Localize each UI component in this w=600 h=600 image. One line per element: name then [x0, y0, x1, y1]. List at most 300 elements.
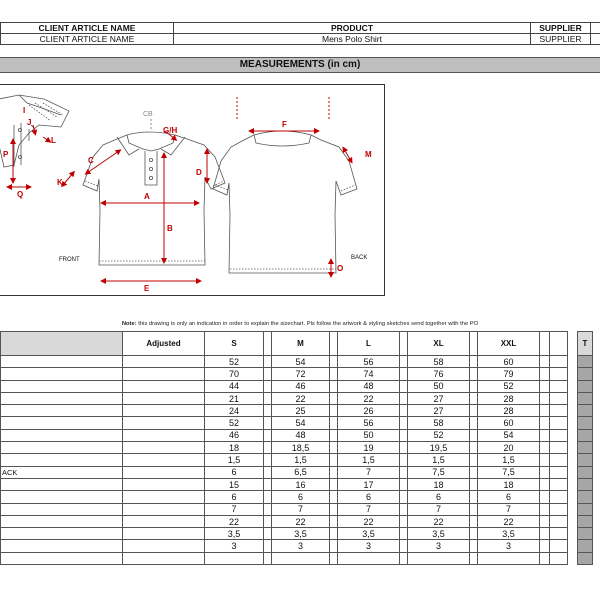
size-value-l: 22	[338, 392, 400, 404]
spacer-cell	[400, 515, 408, 527]
spacer-cell	[330, 528, 338, 540]
size-chart-row	[1, 380, 593, 392]
measurement-name-cell	[1, 368, 123, 380]
back-shirt-drawing	[213, 131, 357, 273]
spacer-cell	[470, 540, 478, 552]
spacer-cell	[568, 442, 578, 454]
spacer-cell	[470, 417, 478, 429]
spacer-cell	[330, 356, 338, 368]
label-e: E	[144, 284, 150, 293]
size-value-xl: 6	[408, 491, 470, 503]
spacer-cell	[264, 417, 272, 429]
blank-cell	[550, 491, 568, 503]
tolerance-cell	[578, 356, 593, 368]
adjusted-cell	[123, 417, 205, 429]
spacer-cell	[470, 405, 478, 417]
blank-cell	[550, 466, 568, 478]
spacer-cell	[264, 429, 272, 441]
spacer-cell	[400, 368, 408, 380]
size-value-xl: 3	[408, 540, 470, 552]
spacer-cell	[568, 503, 578, 515]
size-value-xl	[408, 552, 470, 564]
spacer-cell	[400, 405, 408, 417]
measurement-name-cell	[1, 515, 123, 527]
spacer-cell	[568, 454, 578, 466]
blank-cell	[550, 478, 568, 490]
spacer-cell	[400, 491, 408, 503]
measurement-name-cell	[1, 478, 123, 490]
spacer-cell	[330, 405, 338, 417]
blank-cell	[550, 356, 568, 368]
size-value-xxl: 79	[478, 368, 540, 380]
spacer-cell	[330, 368, 338, 380]
spacer-cell	[568, 417, 578, 429]
tolerance-cell	[578, 392, 593, 404]
size-value-s: 15	[205, 478, 264, 490]
front-label: FRONT	[59, 257, 80, 263]
spacer-cell	[400, 442, 408, 454]
spacer-cell	[568, 491, 578, 503]
label-gh: G/H	[163, 126, 178, 135]
article-info-table	[0, 22, 600, 45]
size-chart-row	[1, 356, 593, 368]
spacer-cell	[470, 392, 478, 404]
spacer-cell	[540, 478, 550, 490]
size-chart-row	[1, 405, 593, 417]
article-info-header-row	[1, 23, 600, 34]
size-value-m: 16	[272, 478, 330, 490]
size-value-xl: 18	[408, 478, 470, 490]
drawing-note	[0, 321, 600, 327]
size-chart-row	[1, 417, 593, 429]
label-p: P	[3, 150, 9, 159]
size-value-l: 22	[338, 515, 400, 527]
blank-cell	[550, 442, 568, 454]
size-value-xl: 22	[408, 515, 470, 527]
label-m: M	[365, 150, 372, 159]
size-value-l: 1,5	[338, 454, 400, 466]
spacer-cell	[400, 429, 408, 441]
size-value-xxl: 22	[478, 515, 540, 527]
measurement-name-cell	[1, 540, 123, 552]
adjusted-cell	[123, 478, 205, 490]
size-value-m: 7	[272, 503, 330, 515]
spacer-cell	[470, 454, 478, 466]
measurement-name-header	[1, 332, 123, 356]
measurement-name-cell	[1, 491, 123, 503]
blank-cell	[550, 552, 568, 564]
spacer-cell	[264, 466, 272, 478]
size-chart-row	[1, 368, 593, 380]
size-value-xxl: 60	[478, 356, 540, 368]
blank-cell	[550, 380, 568, 392]
spacer-cell	[400, 552, 408, 564]
size-value-s: 6	[205, 491, 264, 503]
size-header-xl: XL	[408, 332, 470, 356]
tolerance-cell	[578, 478, 593, 490]
spacer-cell	[400, 478, 408, 490]
size-value-m: 18,5	[272, 442, 330, 454]
blank-cell	[550, 417, 568, 429]
size-header-xxl: XXL	[478, 332, 540, 356]
spacer-cell	[400, 540, 408, 552]
size-value-l: 7	[338, 466, 400, 478]
label-o: O	[337, 264, 344, 273]
spacer-cell	[470, 491, 478, 503]
spacer-cell	[568, 380, 578, 392]
label-k: K	[57, 178, 63, 187]
size-value-s: 44	[205, 380, 264, 392]
blank-cell	[550, 503, 568, 515]
size-chart-header-row	[1, 332, 593, 356]
size-value-l: 17	[338, 478, 400, 490]
size-value-xl: 1,5	[408, 454, 470, 466]
size-value-m: 72	[272, 368, 330, 380]
spacer-cell	[330, 454, 338, 466]
size-value-l: 7	[338, 503, 400, 515]
tolerance-cell	[578, 491, 593, 503]
spacer-cell	[470, 442, 478, 454]
supplier-value: SUPPLIER	[531, 34, 591, 45]
spacer-cell	[470, 332, 478, 356]
spacer-cell	[470, 478, 478, 490]
measurement-name-cell	[1, 417, 123, 429]
spacer-cell	[540, 515, 550, 527]
size-value-xl: 52	[408, 429, 470, 441]
label-q: Q	[17, 190, 24, 199]
spacer-cell	[264, 478, 272, 490]
spacer-cell	[540, 454, 550, 466]
spacer-cell	[568, 429, 578, 441]
adjusted-cell	[123, 528, 205, 540]
adjusted-cell	[123, 405, 205, 417]
spacer-cell	[264, 356, 272, 368]
size-value-xxl: 3,5	[478, 528, 540, 540]
measurement-name-cell	[1, 552, 123, 564]
spacer-cell	[540, 356, 550, 368]
size-chart-row	[1, 540, 593, 552]
spacer-cell	[540, 392, 550, 404]
front-shirt-drawing	[83, 132, 225, 265]
article-info-extra-cell	[591, 34, 600, 45]
product-header: PRODUCT	[174, 23, 531, 34]
spacer-cell	[330, 478, 338, 490]
spacer-cell	[540, 417, 550, 429]
tolerance-header: T	[578, 332, 593, 356]
spacer-cell	[540, 429, 550, 441]
spacer-cell	[470, 429, 478, 441]
client-article-name-header: CLIENT ARTICLE NAME	[1, 23, 174, 34]
label-cb: CB	[143, 111, 153, 118]
spacer-cell	[568, 466, 578, 478]
size-value-xxl: 54	[478, 429, 540, 441]
spacer-cell	[264, 368, 272, 380]
spacer-cell	[568, 392, 578, 404]
size-value-s: 1,5	[205, 454, 264, 466]
tolerance-cell	[578, 368, 593, 380]
size-chart-row	[1, 442, 593, 454]
size-value-m: 48	[272, 429, 330, 441]
spacer-cell	[330, 503, 338, 515]
label-d: D	[196, 168, 202, 177]
product-value: Mens Polo Shirt	[174, 34, 531, 45]
adjusted-cell	[123, 515, 205, 527]
spacer-cell	[400, 380, 408, 392]
size-chart-row	[1, 491, 593, 503]
measurement-name-cell	[1, 429, 123, 441]
note-text: this drawing is only an indication in order to explain the sizechart. Pls follow the artwork & styling sketches send together with the PO	[136, 321, 479, 327]
size-chart-row	[1, 478, 593, 490]
note-prefix: Note:	[121, 321, 137, 327]
spacer-cell	[330, 442, 338, 454]
spacer-cell	[264, 454, 272, 466]
tolerance-cell	[578, 552, 593, 564]
arrow-k	[63, 173, 73, 185]
size-value-xl: 3,5	[408, 528, 470, 540]
blank-cell	[550, 540, 568, 552]
size-value-s: 7	[205, 503, 264, 515]
spacer-cell	[330, 491, 338, 503]
spacer-cell	[540, 368, 550, 380]
size-value-xxl: 6	[478, 491, 540, 503]
measurement-name-cell	[1, 454, 123, 466]
adjusted-cell	[123, 442, 205, 454]
label-i: I	[23, 106, 26, 115]
label-l: L	[51, 136, 56, 145]
size-value-m	[272, 552, 330, 564]
size-value-xxl	[478, 552, 540, 564]
size-value-xl: 27	[408, 392, 470, 404]
spacer-cell	[400, 466, 408, 478]
size-value-s: 3,5	[205, 528, 264, 540]
label-j: J	[27, 118, 32, 127]
size-value-s: 3	[205, 540, 264, 552]
size-value-xxl: 3	[478, 540, 540, 552]
spacer-cell	[568, 552, 578, 564]
spacer-cell	[264, 392, 272, 404]
polo-shirt-technical-drawing	[0, 85, 384, 295]
garment-drawing-panel	[0, 84, 385, 296]
spacer-cell	[330, 466, 338, 478]
size-chart-row	[1, 528, 593, 540]
spacer-cell	[470, 356, 478, 368]
size-value-s: 24	[205, 405, 264, 417]
size-value-l: 3	[338, 540, 400, 552]
spacer-cell	[540, 552, 550, 564]
spacer-cell	[400, 503, 408, 515]
spacer-cell	[540, 442, 550, 454]
tolerance-cell	[578, 466, 593, 478]
size-value-l: 74	[338, 368, 400, 380]
measurement-name-cell	[1, 442, 123, 454]
spacer-cell	[330, 417, 338, 429]
size-chart-body	[1, 332, 593, 565]
blank-cell	[550, 368, 568, 380]
spacer-cell	[400, 417, 408, 429]
blank-cell	[550, 392, 568, 404]
adjusted-cell	[123, 540, 205, 552]
tolerance-cell	[578, 528, 593, 540]
measurement-name-cell	[1, 392, 123, 404]
size-value-xl: 19,5	[408, 442, 470, 454]
spacer-cell	[264, 380, 272, 392]
size-value-s: 21	[205, 392, 264, 404]
spacer-cell	[330, 515, 338, 527]
size-chart-row	[1, 392, 593, 404]
adjusted-header: Adjusted	[123, 332, 205, 356]
size-value-m: 54	[272, 356, 330, 368]
spacer-cell	[470, 515, 478, 527]
adjusted-cell	[123, 429, 205, 441]
spacer-cell	[264, 515, 272, 527]
size-value-m: 1,5	[272, 454, 330, 466]
size-chart-row	[1, 429, 593, 441]
spacer-cell	[330, 429, 338, 441]
article-info-value-row	[1, 34, 600, 45]
size-value-xxl: 18	[478, 478, 540, 490]
size-chart-row	[1, 454, 593, 466]
size-value-xl: 58	[408, 417, 470, 429]
spacer-cell	[264, 528, 272, 540]
spacer-cell	[330, 392, 338, 404]
size-value-l	[338, 552, 400, 564]
adjusted-cell	[123, 356, 205, 368]
spacer-cell	[568, 478, 578, 490]
tolerance-cell	[578, 417, 593, 429]
spacer-cell	[470, 368, 478, 380]
size-value-l: 50	[338, 429, 400, 441]
adjusted-cell	[123, 368, 205, 380]
spacer-cell	[540, 540, 550, 552]
size-value-l: 6	[338, 491, 400, 503]
size-value-m: 3	[272, 540, 330, 552]
size-chart-row	[1, 503, 593, 515]
spacer-cell	[264, 405, 272, 417]
size-value-m: 46	[272, 380, 330, 392]
size-value-xxl: 7,5	[478, 466, 540, 478]
measurements-title: MEASUREMENTS (in cm)	[239, 59, 361, 70]
size-chart-row	[1, 466, 593, 478]
spacer-cell	[540, 528, 550, 540]
adjusted-cell	[123, 491, 205, 503]
spacer-cell	[400, 356, 408, 368]
size-value-xl: 7,5	[408, 466, 470, 478]
size-value-s: 46	[205, 429, 264, 441]
size-value-l: 56	[338, 417, 400, 429]
spacer-cell	[540, 491, 550, 503]
size-value-xl: 76	[408, 368, 470, 380]
size-value-m: 6,5	[272, 466, 330, 478]
size-chart-row	[1, 552, 593, 564]
label-a: A	[144, 192, 150, 201]
measurement-name-cell	[1, 405, 123, 417]
spacer-cell	[330, 332, 338, 356]
client-article-name-value: CLIENT ARTICLE NAME	[1, 34, 174, 45]
blank-header	[550, 332, 568, 356]
spacer-cell	[400, 454, 408, 466]
size-header-m: M	[272, 332, 330, 356]
spacer-cell	[470, 552, 478, 564]
spacer-cell	[330, 380, 338, 392]
spacer-cell	[264, 540, 272, 552]
size-value-xxl: 52	[478, 380, 540, 392]
spacer-cell	[470, 503, 478, 515]
size-value-m: 25	[272, 405, 330, 417]
spacer-cell	[264, 442, 272, 454]
size-value-s: 52	[205, 356, 264, 368]
arrow-l	[43, 137, 49, 141]
spacer-cell	[568, 332, 578, 356]
spacer-cell	[470, 528, 478, 540]
size-value-xxl: 28	[478, 405, 540, 417]
spacer-cell	[330, 540, 338, 552]
measurement-name-cell	[1, 503, 123, 515]
label-b: B	[167, 224, 173, 233]
spacer-cell	[264, 332, 272, 356]
spacer-cell	[568, 405, 578, 417]
size-value-xxl: 20	[478, 442, 540, 454]
back-label: BACK	[351, 255, 368, 261]
size-value-s	[205, 552, 264, 564]
tolerance-cell	[578, 380, 593, 392]
blank-cell	[550, 429, 568, 441]
measurement-name-cell	[1, 380, 123, 392]
size-header-l: L	[338, 332, 400, 356]
spacer-cell	[470, 380, 478, 392]
tolerance-cell	[578, 503, 593, 515]
adjusted-cell	[123, 454, 205, 466]
size-value-m: 6	[272, 491, 330, 503]
tolerance-cell	[578, 405, 593, 417]
size-value-xl: 58	[408, 356, 470, 368]
size-value-s: 52	[205, 417, 264, 429]
measurements-bar	[0, 57, 600, 73]
adjusted-cell	[123, 503, 205, 515]
spacer-cell	[568, 540, 578, 552]
tolerance-cell	[578, 540, 593, 552]
supplier-header: SUPPLIER	[531, 23, 591, 34]
spacer-cell	[470, 466, 478, 478]
size-value-m: 22	[272, 515, 330, 527]
blank-cell	[550, 528, 568, 540]
blank-cell	[550, 405, 568, 417]
size-value-xl: 7	[408, 503, 470, 515]
spacer-cell	[540, 503, 550, 515]
size-value-l: 26	[338, 405, 400, 417]
size-value-l: 48	[338, 380, 400, 392]
size-value-m: 3,5	[272, 528, 330, 540]
blank-cell	[550, 515, 568, 527]
size-value-m: 54	[272, 417, 330, 429]
spacer-cell	[568, 368, 578, 380]
spacer-cell	[540, 466, 550, 478]
spacer-cell	[400, 528, 408, 540]
tolerance-cell	[578, 429, 593, 441]
spacer-cell	[568, 515, 578, 527]
spacer-cell	[400, 392, 408, 404]
size-value-s: 22	[205, 515, 264, 527]
tolerance-cell	[578, 442, 593, 454]
size-value-xxl: 28	[478, 392, 540, 404]
size-value-s: 18	[205, 442, 264, 454]
size-value-l: 56	[338, 356, 400, 368]
adjusted-cell	[123, 552, 205, 564]
size-header-s: S	[205, 332, 264, 356]
spacer-cell	[264, 491, 272, 503]
spacer-cell	[400, 332, 408, 356]
size-value-s: 70	[205, 368, 264, 380]
spacer-cell	[264, 503, 272, 515]
